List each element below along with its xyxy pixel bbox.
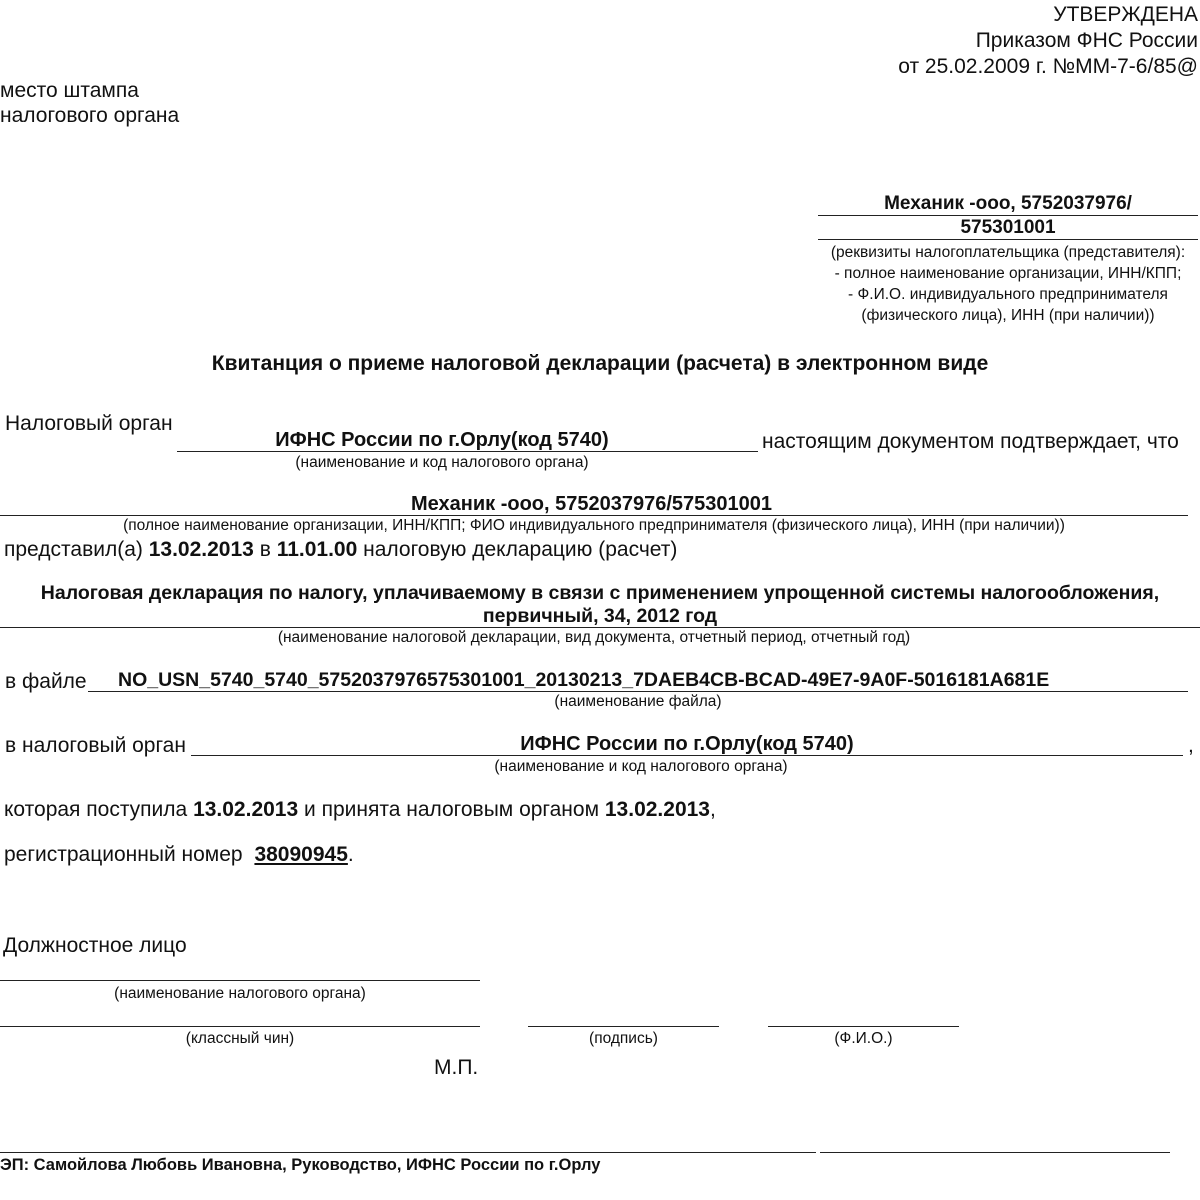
taxpayer-kpp: 575301001 [818,215,1198,240]
approval-line-2: Приказом ФНС России [975,29,1198,52]
stamp-place-line-1: место штампа [0,79,139,102]
file-label: в файле [5,670,87,693]
taxpayer-name: Механик -ооо, 5752037976/ [884,193,1132,214]
taxpayer-hint-4: (физического лица), ИНН (при наличии)) [861,307,1155,324]
authority-suffix: настоящим документом подтверждает, что [762,430,1179,453]
approval-block [898,2,1198,80]
electronic-signature: ЭП: Самойлова Любовь Ивановна, Руководство, ИФНС России по г.Орлу [0,1156,601,1174]
submitted-prefix: представил(а) [4,538,143,561]
esign-line-right [820,1142,1170,1153]
stamp-place [0,78,179,128]
declaration-caption: (наименование налоговой декларации, вид документа, отчетный период, отчетный год) [277,629,911,646]
received-middle: и принята налоговым органом [304,798,600,821]
received-prefix: которая поступила [4,798,188,821]
accepted-date: 13.02.2013 [604,798,710,821]
received-end: , [709,798,716,821]
submitted-row [4,538,677,562]
registration-end: . [347,843,354,866]
to-authority-caption: (наименование и код налогового органа) [494,758,788,775]
approval-line-1: УТВЕРЖДЕНА [1053,3,1198,26]
declaration-line-1: Налоговая декларация по налогу, уплачиваемому в связи с применением упрощенной системы налогообложения, [40,582,1160,604]
official-fio-line [768,1016,959,1027]
esign-line-left [0,1142,816,1153]
organization-value: Механик -ооо, 5752037976/575301001 [410,493,773,515]
to-authority-label: в налоговый орган [5,734,186,757]
authority-caption: (наименование и код налогового органа) [295,454,589,471]
page-title: Квитанция о приеме налоговой декларации (расчета) в электронном виде [211,352,989,375]
to-authority-comma: , [1188,734,1194,757]
declaration-line-2: первичный, 34, 2012 год [482,605,718,627]
taxpayer-hint-2: - полное наименование организации, ИНН/КПП; [834,265,1182,282]
submitted-time: 11.01.00 [276,538,358,561]
official-fio-caption: (Ф.И.О.) [834,1030,893,1047]
received-row [4,798,716,822]
taxpayer-hint-3: - Ф.И.О. индивидуального предпринимателя [848,286,1168,303]
stamp-place-line-2: налогового органа [0,104,180,127]
registration-label: регистрационный номер [4,843,243,866]
received-date: 13.02.2013 [193,798,299,821]
organization-caption: (полное наименование организации, ИНН/КПП; ФИО индивидуального предпринимателя (физического лица), ИНН (при наличии)) [123,517,1065,534]
file-value: NO_USN_5740_5740_5752037976575301001_20130213_7DAEB4CB-BCAD-49E7-9A0F-5016181A681E [118,669,1050,691]
submitted-suffix: налоговую декларацию (расчет) [363,538,678,561]
seal-place: М.П. [434,1056,479,1079]
taxpayer-block [818,192,1198,326]
official-org-caption: (наименование налогового органа) [114,985,366,1002]
authority-value: ИФНС России по г.Орлу(код 5740) [275,429,609,451]
official-org-line [0,970,480,981]
submitted-date: 13.02.2013 [148,538,254,561]
official-rank-line [0,1016,480,1027]
official-label: Должностное лицо [3,934,187,957]
approval-line-3: от 25.02.2009 г. №ММ-7-6/85@ [898,55,1198,78]
registration-row [4,843,354,867]
submitted-in: в [259,538,271,561]
authority-label: Налоговый орган [5,412,173,435]
registration-number: 38090945 [254,843,348,866]
to-authority-value: ИФНС России по г.Орлу(код 5740) [520,733,854,755]
taxpayer-hint-1: (реквизиты налогоплательщика (представителя): [830,244,1186,261]
official-sign-caption: (подпись) [589,1030,658,1047]
official-rank-caption: (классный чин) [185,1030,295,1047]
official-sign-line [528,1016,719,1027]
file-caption: (наименование файла) [554,693,722,710]
